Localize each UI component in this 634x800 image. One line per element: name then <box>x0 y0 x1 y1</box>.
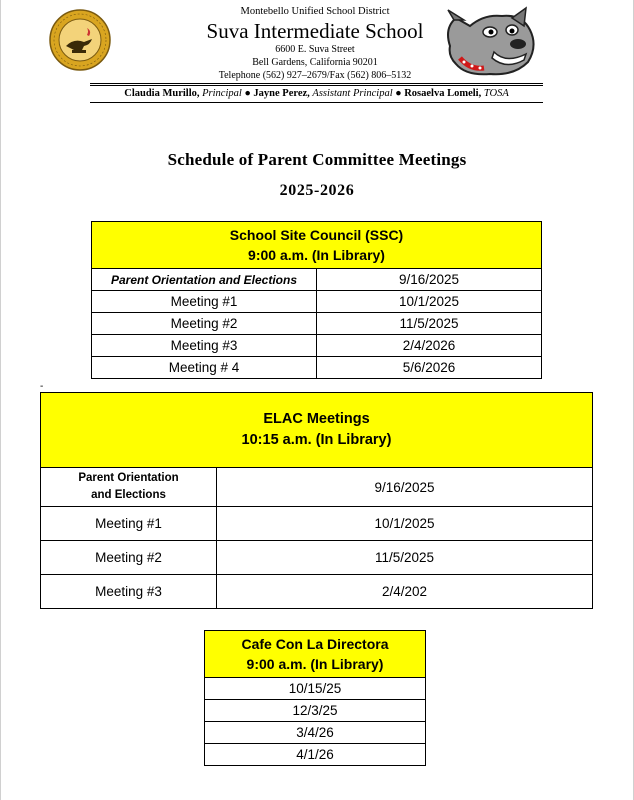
table-row <box>92 357 542 379</box>
table-row <box>92 269 542 291</box>
cafe-time: 9:00 a.m. (In Library) <box>246 656 384 672</box>
elac-header-cell <box>41 393 593 468</box>
district-seal-logo <box>48 8 112 72</box>
meeting-label <box>41 468 217 507</box>
ssc-header-cell <box>92 222 542 269</box>
meeting-date: 12/3/25 <box>205 700 426 722</box>
table-row <box>41 507 593 541</box>
district-name: Montebello Unified School District <box>240 6 390 17</box>
table-row <box>92 313 542 335</box>
meeting-date: 10/1/2025 <box>217 507 593 541</box>
table-row <box>92 335 542 357</box>
table-row <box>41 575 593 609</box>
meeting-date: 2/4/202 <box>217 575 593 609</box>
header-rule <box>90 102 543 103</box>
table-row <box>41 468 593 507</box>
table-row <box>205 722 426 744</box>
meeting-label: Meeting #3 <box>41 575 217 609</box>
meeting-date: 4/1/26 <box>205 744 426 766</box>
meeting-date: 9/16/2025 <box>217 468 593 507</box>
table-row <box>205 744 426 766</box>
header-rule <box>90 83 543 84</box>
meeting-label: Meeting #3 <box>92 335 317 357</box>
table-row <box>205 678 426 700</box>
meeting-label: Meeting # 4 <box>92 357 317 379</box>
separator-bullet: ● <box>395 88 402 99</box>
header-rule <box>90 85 543 86</box>
meeting-label: Meeting #1 <box>92 291 317 313</box>
meeting-label: Meeting #1 <box>41 507 217 541</box>
address-line-2: Bell Gardens, California 90201 <box>252 57 378 68</box>
staff-name: Claudia Murillo <box>124 88 197 99</box>
document-year: 2025-2026 <box>279 182 355 199</box>
meeting-label: Parent Orientation and Elections <box>92 269 317 291</box>
table-row <box>92 291 542 313</box>
ssc-title: School Site Council (SSC) <box>229 227 404 243</box>
address-line-1: 6600 E. Suva Street <box>275 44 355 55</box>
meeting-label-line: Parent Orientation <box>78 472 179 484</box>
meeting-label-line: and Elections <box>91 489 166 501</box>
staff-title: Assistant Principal <box>312 88 393 99</box>
ssc-time: 9:00 a.m. (In Library) <box>248 247 385 263</box>
cafe-title: Cafe Con La Directora <box>241 636 389 652</box>
table-row <box>41 541 593 575</box>
separator-bullet: ● <box>244 88 251 99</box>
meeting-date: 3/4/26 <box>205 722 426 744</box>
staff-name: Rosaelva Lomeli <box>404 88 479 99</box>
meeting-date: 11/5/2025 <box>317 313 542 335</box>
elac-schedule-table <box>40 392 593 609</box>
meeting-date: 9/16/2025 <box>317 269 542 291</box>
meeting-date: 2/4/2026 <box>317 335 542 357</box>
school-name: Suva Intermediate School <box>206 19 424 43</box>
document-title: Schedule of Parent Committee Meetings <box>167 150 467 169</box>
staff-name: Jayne Perez <box>253 88 308 99</box>
staff-line: Claudia Murillo, Principal ● Jayne Perez, Assistant Principal ● Rosaelva Lomeli, TOSA <box>124 88 509 99</box>
elac-title: ELAC Meetings <box>263 411 370 427</box>
ssc-schedule-table <box>91 221 542 379</box>
meeting-date: 10/1/2025 <box>317 291 542 313</box>
staff-title: TOSA <box>483 88 509 99</box>
page-edge-left <box>0 0 1 800</box>
meeting-date: 11/5/2025 <box>217 541 593 575</box>
meeting-label: Meeting #2 <box>41 541 217 575</box>
staff-title: Principal <box>202 88 242 99</box>
elac-time: 10:15 a.m. (In Library) <box>241 432 392 448</box>
stray-mark: - <box>40 381 44 392</box>
meeting-date: 10/15/25 <box>205 678 426 700</box>
meeting-label: Meeting #2 <box>92 313 317 335</box>
table-row <box>205 700 426 722</box>
cafe-schedule-table <box>204 630 426 766</box>
phone-fax: Telephone (562) 927–2679/Fax (562) 806–5132 <box>218 70 412 81</box>
cafe-header-cell <box>205 631 426 678</box>
meeting-date: 5/6/2026 <box>317 357 542 379</box>
